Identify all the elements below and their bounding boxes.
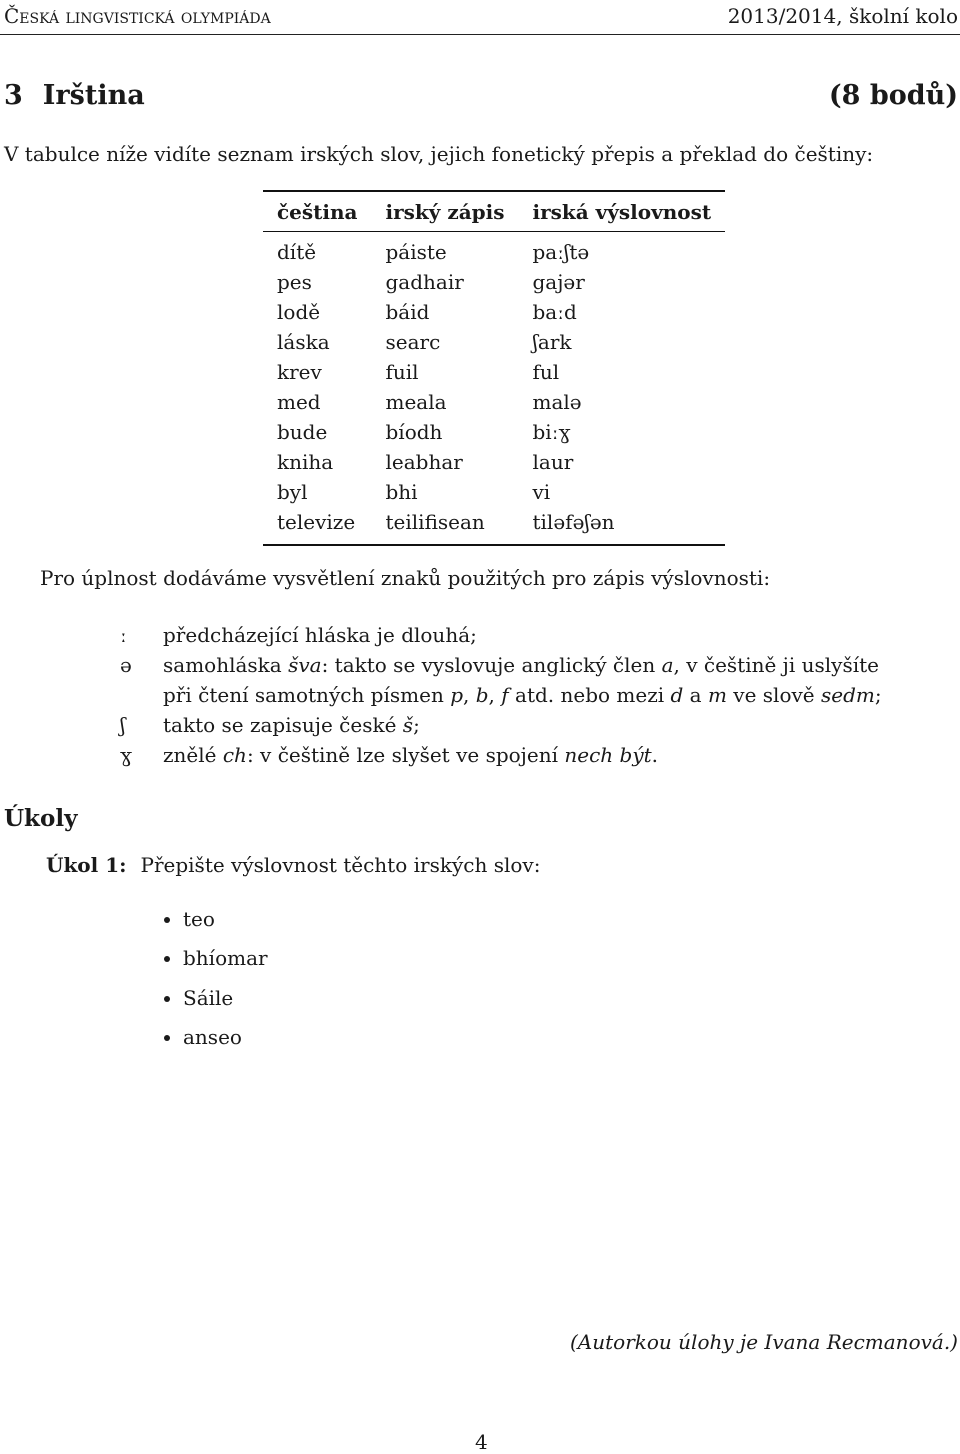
- section-number: 3: [4, 80, 23, 111]
- czech-word-cell: lodě: [277, 300, 321, 324]
- irish-spelling-cell: bhi: [385, 480, 418, 504]
- irish-pronunciation-cell: paːʃtə: [532, 240, 590, 264]
- legend-text-fragment: samohláska: [163, 653, 289, 677]
- task-1-word-list: [155, 900, 268, 1057]
- irish-pronunciation-cell: ʃark: [532, 330, 572, 354]
- table-row: [263, 268, 725, 298]
- czech-word-cell: med: [277, 390, 321, 414]
- legend-italic-term: b: [475, 683, 489, 707]
- task-1-label: Úkol 1:: [46, 853, 127, 877]
- header-round: 2013/2014, školní kolo: [727, 4, 958, 28]
- table-row: [263, 328, 725, 358]
- table-row: [263, 508, 725, 545]
- irish-pronunciation-cell: malə: [532, 390, 582, 414]
- intro-paragraph: V tabulce níže vidíte seznam irských slov, jejich fonetický přepis a překlad do češtiny:: [4, 142, 874, 166]
- czech-word-cell: kniha: [277, 450, 334, 474]
- irish-pronunciation-cell: gajər: [532, 270, 585, 294]
- legend-text-fragment: : v češtině lze slyšet ve spojení: [246, 743, 565, 767]
- table-row: [263, 448, 725, 478]
- author-credit: (Autorkou úlohy je Ivana Recmanová.): [570, 1330, 958, 1354]
- legend-italic-term: m: [707, 683, 727, 707]
- irish-pronunciation-cell: ful: [532, 360, 560, 384]
- table-row: [263, 418, 725, 448]
- task-1-text: Přepište výslovnost těchto irských slov:: [140, 853, 541, 877]
- legend-symbol: ɣ: [120, 743, 132, 767]
- legend-text-fragment: : takto se vyslovuje anglický člen: [321, 653, 662, 677]
- section-title-text: Irština: [42, 80, 145, 111]
- legend-italic-term: a: [661, 653, 674, 677]
- legend-symbol: ː: [120, 623, 127, 647]
- legend-row: [120, 740, 893, 770]
- legend-text-fragment: atd. nebo mezi: [508, 683, 671, 707]
- tasks-heading: Úkoly: [4, 805, 78, 832]
- section-points: (8 bodů): [828, 80, 958, 111]
- legend-row: [120, 620, 893, 650]
- header-divider: [0, 34, 960, 35]
- czech-word-cell: televize: [277, 510, 356, 534]
- table-row: [263, 478, 725, 508]
- irish-spelling-cell: searc: [385, 330, 441, 354]
- legend-italic-term: d: [670, 683, 684, 707]
- page-number: 4: [475, 1430, 488, 1454]
- legend-text-fragment: ve slově: [726, 683, 821, 707]
- table-header-row: [263, 191, 725, 232]
- legend-description: [163, 710, 893, 740]
- legend-text-fragment: ;: [874, 683, 882, 707]
- irish-pronunciation-cell: laur: [532, 450, 574, 474]
- legend-text-fragment: ,: [488, 683, 502, 707]
- section-title: [4, 80, 145, 111]
- irish-pronunciation-cell: baːd: [532, 300, 577, 324]
- header-competition-name: Česká lingvistická olympiáda: [4, 4, 271, 28]
- table-body: [263, 232, 725, 545]
- explanation-intro: Pro úplnost dodáváme vysvětlení znaků použitých pro zápis výslovnosti:: [40, 566, 771, 590]
- irish-spelling-cell: bíodh: [385, 420, 443, 444]
- czech-word-cell: dítě: [277, 240, 317, 264]
- legend-symbol: ʃ: [120, 713, 126, 737]
- irish-pronunciation-cell: vi: [532, 480, 551, 504]
- legend-text-fragment: předcházející hláska je dlouhá;: [163, 623, 477, 647]
- czech-word-cell: láska: [277, 330, 330, 354]
- legend-description: [163, 650, 893, 710]
- column-header-czech: čeština: [277, 200, 358, 224]
- legend-italic-term: nech být: [564, 743, 652, 767]
- czech-word-cell: krev: [277, 360, 322, 384]
- czech-word-cell: bude: [277, 420, 328, 444]
- list-item: bhíomar: [155, 939, 268, 978]
- list-item: teo: [155, 900, 268, 939]
- legend-italic-term: p: [450, 683, 463, 707]
- legend-symbol: ə: [120, 653, 132, 677]
- legend-text-fragment: ,: [463, 683, 476, 707]
- legend-description: [163, 740, 893, 770]
- legend-italic-term: š: [402, 713, 414, 737]
- legend-text-fragment: .: [651, 743, 659, 767]
- column-header-irish-pronunciation: irská výslovnost: [532, 200, 712, 224]
- table-row: [263, 232, 725, 269]
- legend-text-fragment: znělé: [163, 743, 223, 767]
- irish-spelling-cell: meala: [385, 390, 447, 414]
- legend-italic-term: šva: [288, 653, 322, 677]
- legend-text-fragment: , v češtině ji uslyšíte při čtení samotných písmen: [163, 653, 880, 707]
- irish-spelling-cell: fuil: [385, 360, 419, 384]
- legend-italic-term: f: [501, 683, 509, 707]
- irish-pronunciation-cell: tiləfəʃən: [532, 510, 615, 534]
- irish-spelling-cell: páiste: [385, 240, 447, 264]
- table-row: [263, 298, 725, 328]
- legend-row: [120, 650, 893, 710]
- czech-word-cell: byl: [277, 480, 308, 504]
- legend-text-fragment: takto se zapisuje české: [163, 713, 403, 737]
- irish-spelling-cell: báid: [385, 300, 430, 324]
- legend-italic-term: sedm: [820, 683, 875, 707]
- irish-spelling-cell: teilifisean: [385, 510, 485, 534]
- irish-spelling-cell: gadhair: [385, 270, 464, 294]
- list-item: Sáile: [155, 979, 268, 1018]
- legend-row: [120, 710, 893, 740]
- list-item: anseo: [155, 1018, 268, 1057]
- legend-italic-term: ch: [222, 743, 247, 767]
- task-1: [46, 853, 540, 877]
- czech-word-cell: pes: [277, 270, 312, 294]
- irish-pronunciation-cell: biːɣ: [532, 420, 571, 444]
- legend-text-fragment: a: [683, 683, 708, 707]
- table-row: [263, 388, 725, 418]
- table-row: [263, 358, 725, 388]
- legend-text-fragment: ;: [413, 713, 420, 737]
- legend-description: [163, 620, 893, 650]
- column-header-irish-spelling: irský zápis: [385, 200, 505, 224]
- irish-spelling-cell: leabhar: [385, 450, 463, 474]
- symbol-legend: [120, 620, 893, 770]
- word-table: [263, 190, 725, 546]
